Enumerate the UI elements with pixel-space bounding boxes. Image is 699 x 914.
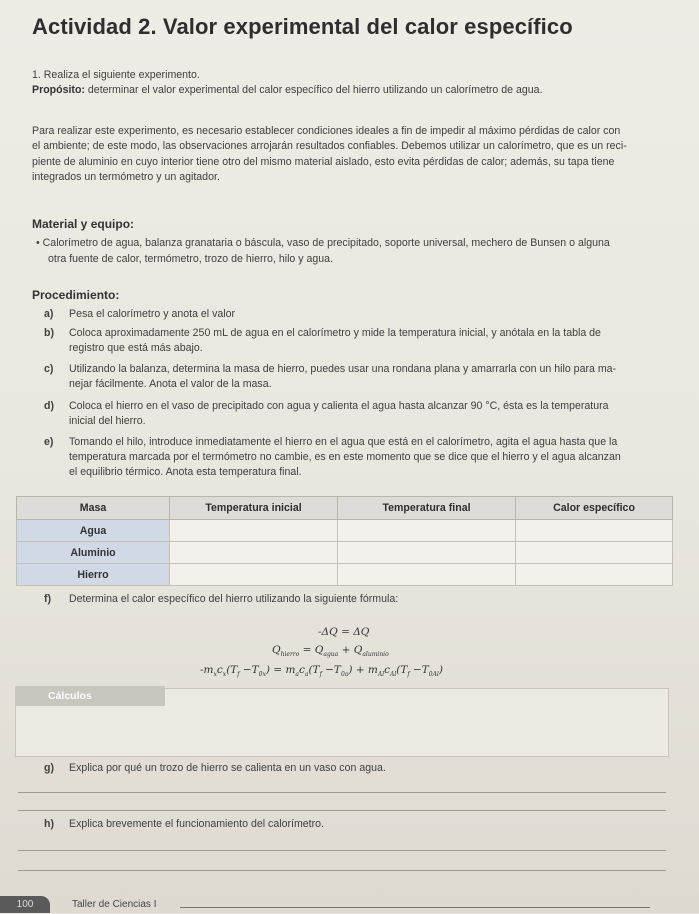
footer-rule <box>180 907 650 908</box>
intro-line: piente de aluminio en cuyo interior tiene otro del mismo material aislado, esto evita pérdidas de calor; además, su tapa tiene <box>32 156 615 168</box>
table-cell[interactable] <box>516 520 673 542</box>
item-g: g) Explica por qué un trozo de hierro se calienta en un vaso con agua. <box>44 762 386 774</box>
header-temp-final: Temperatura final <box>338 497 516 520</box>
answer-line[interactable] <box>18 870 666 871</box>
procedure-step-e: e) Tomando el hilo, introduce inmediatamente el hierro en el agua que está en el calorímetro, agita el agua hasta que la temperatura marcada por el termómetro no cambie, es en este momento que se dice que el hierro y el agua alcanzan el equilibrio térmico. Anota esta temperatura final. <box>44 436 621 478</box>
table-cell[interactable] <box>516 542 673 564</box>
procedure-step-c: c) Utilizando la balanza, determina la masa de hierro, puedes usar una rondana plana y amarrarla con un hilo para ma- nejar fácilmente. Anota el valor de la masa. <box>44 363 617 390</box>
answer-line[interactable] <box>18 810 666 811</box>
row-label-agua: Agua <box>17 520 170 542</box>
table-cell[interactable] <box>338 520 516 542</box>
purpose-text: determinar el valor experimental del calor específico del hierro utilizando un calorímetro de agua. <box>84 84 543 96</box>
table-cell[interactable] <box>170 520 338 542</box>
purpose-label: Propósito: <box>32 84 85 96</box>
header-temp-inicial: Temperatura inicial <box>170 497 338 520</box>
header-calor-especifico: Calor específico <box>516 497 673 520</box>
table-row <box>17 520 673 542</box>
procedure-step-a: a) Pesa el calorímetro y anota el valor <box>44 308 236 320</box>
table-row <box>17 564 673 586</box>
table-cell[interactable] <box>170 564 338 586</box>
calculations-label: Cálculos <box>15 686 165 706</box>
answer-line[interactable] <box>18 792 666 793</box>
book-title: Taller de Ciencias I <box>72 899 157 910</box>
table-row <box>17 542 673 564</box>
table-cell[interactable] <box>170 542 338 564</box>
item-f: f) Determina el calor específico del hierro utilizando la siguiente fórmula: <box>44 593 399 605</box>
materials-line: otra fuente de calor, termómetro, trozo de hierro, hilo y agua. <box>48 253 334 265</box>
answer-line[interactable] <box>18 850 666 851</box>
procedure-heading: Procedimiento: <box>32 288 120 302</box>
formula-line-1: -ΔQ = ΔQ <box>318 626 370 638</box>
row-label-hierro: Hierro <box>17 564 170 586</box>
intro-line: el ambiente; de este modo, las observaciones arrojarán resultados confiables. Debemos utilizar un calorímetro, que es un reci- <box>32 140 627 152</box>
materials-line: • Calorímetro de agua, balanza granataria o báscula, vaso de precipitado, soporte universal, mechero de Bunsen o alguna <box>36 237 610 249</box>
header-masa: Masa <box>17 497 170 520</box>
table-cell[interactable] <box>338 564 516 586</box>
materials-heading: Material y equipo: <box>32 217 135 231</box>
formula-line-2: $Q_{hierro} = Q_{agua} + Q_{aluminio}$ <box>272 644 389 659</box>
step-1: 1. Realiza el siguiente experimento. <box>32 69 200 81</box>
item-h: h) Explica brevemente el funcionamiento del calorímetro. <box>44 818 324 830</box>
procedure-step-b: b) Coloca aproximadamente 250 mL de agua en el calorímetro y mide la temperatura inicial, y anótala en la tabla de registro que está más abajo. <box>44 327 601 354</box>
intro-line: Para realizar este experimento, es necesario establecer condiciones ideales a fin de impedir al máximo pérdidas de calor con <box>32 125 621 137</box>
procedure-step-d: d) Coloca el hierro en el vaso de precipitado con agua y calienta el agua hasta alcanzar 90 °C, ésta es la temperatura inicial del hierro. <box>44 400 609 427</box>
formula-line-3: $-m_xc_x(T_f -T_{0x}) = m_ac_a(T_f -T_{0a}) + m_{Al}c_{Al}(T_f -T_{0Al})$ <box>200 664 443 679</box>
data-table <box>16 496 673 586</box>
row-label-aluminio: Aluminio <box>17 542 170 564</box>
table-header-row <box>17 497 673 520</box>
page-title: Actividad 2. Valor experimental del calor específico <box>32 14 573 39</box>
page-number: 100 <box>0 896 50 913</box>
purpose <box>32 83 682 98</box>
table-cell[interactable] <box>338 542 516 564</box>
intro-line: integrados un termómetro y un agitador. <box>32 171 220 183</box>
table-cell[interactable] <box>516 564 673 586</box>
